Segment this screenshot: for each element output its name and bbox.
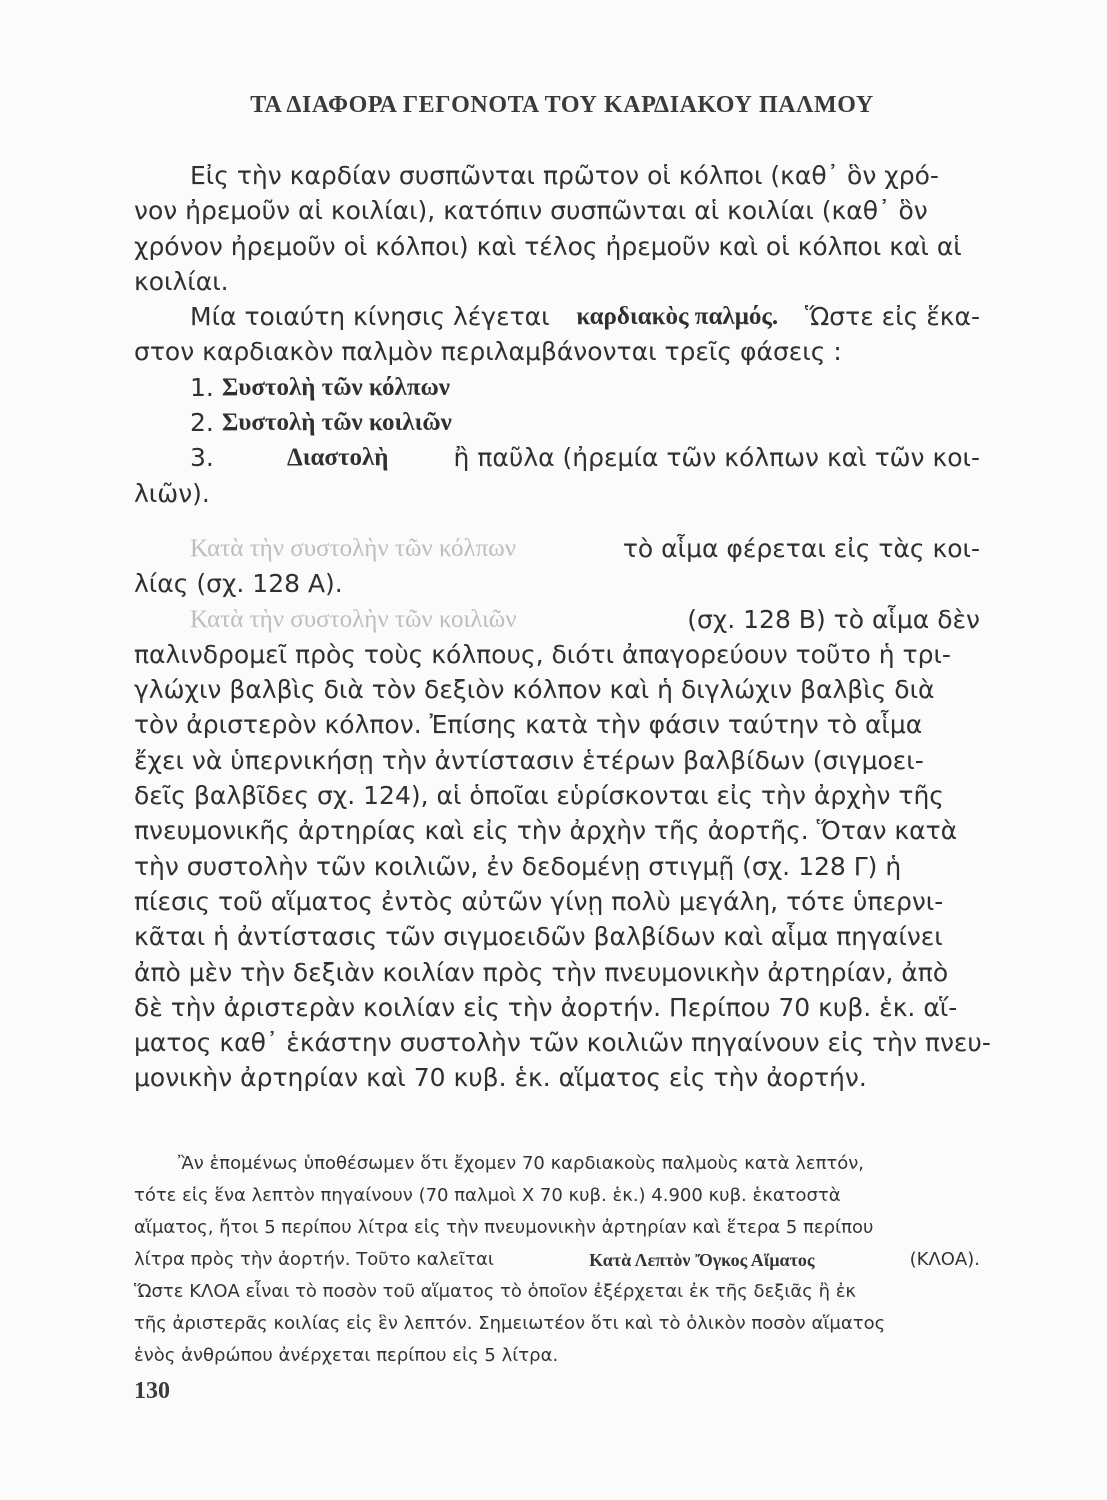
- text-line: δεῖς βαλβῖδες σχ. 124), αἱ ὁποῖαι εὑρίσκονται εἰς τὴν ἀρχὴν τῆς: [134, 781, 944, 811]
- text-line: νον ἠρεμοῦν αἱ κοιλίαι), κατόπιν συσπῶνται αἱ κοιλίαι (καθ᾿ ὃν: [134, 196, 928, 226]
- term-cardiac-pulse: καρδιακὸς παλμός.: [576, 303, 779, 331]
- text-line: ματος καθ᾿ ἑκάστην συστολὴν τῶν κοιλιῶν πηγαίνουν εἰς τὴν πνευ-: [134, 1028, 991, 1058]
- text-line: κᾶται ἡ ἀντίστασις τῶν σιγμοειδῶν βαλβίδων καὶ αἷμα πηγαίνει: [134, 922, 943, 952]
- footnote-line: τότε εἰς ἕνα λεπτὸν πηγαίνουν (70 παλμοὶ Χ 70 κυβ. ἑκ.) 4.900 κυβ. ἑκατοστὰ: [134, 1185, 841, 1206]
- text-line: πνευμονικῆς ἀρτηρίας καὶ εἰς τὴν ἀρχὴν τῆς ἀορτῆς. Ὅταν κατὰ: [134, 816, 958, 846]
- text-line: τὴν συστολὴν τῶν κοιλιῶν, ἐν δεδομένῃ στιγμῇ (σχ. 128 Γ) ἡ: [134, 851, 902, 881]
- text-line: κοιλίαι.: [134, 266, 229, 296]
- footnote-line: Ὥστε ΚΛΟΑ εἶναι τὸ ποσὸν τοῦ αἵματος τὸ ὁποῖον ἐξέρχεται ἐκ τῆς δεξιᾶς ἢ ἐκ: [134, 1281, 857, 1302]
- text-line: μονικὴν ἀρτηρίαν καὶ 70 κυβ. ἑκ. αἵματος εἰς τὴν ἀορτήν.: [134, 1063, 867, 1093]
- text-line: γλώχιν βαλβὶς διὰ τὸν δεξιὸν κόλπον καὶ ἡ διγλώχιν βαλβὶς διὰ: [134, 675, 935, 705]
- text-line: Κατὰ τὴν συστολὴν τῶν κοιλιῶν (σχ. 128 Β) τὸ αἷμα δὲν: [134, 602, 980, 637]
- text-line: χρόνον ἠρεμοῦν οἱ κόλποι) καὶ τέλος ἠρεμοῦν καὶ οἱ κόλποι καὶ αἱ: [134, 231, 962, 261]
- footnote-line: Ἂν ἑπομένως ὑποθέσωμεν ὅτι ἔχομεν 70 καρδιακοὺς παλμοὺς κατὰ λεπτόν,: [178, 1153, 865, 1174]
- text-line: λίας (σχ. 128 Α).: [134, 569, 343, 599]
- page-number: 130: [134, 1378, 170, 1404]
- text-line: Εἰς τὴν καρδίαν συσπῶνται πρῶτον οἱ κόλποι (καθ᾿ ὃν χρό-: [190, 161, 939, 190]
- footnote: [134, 1148, 980, 1372]
- footnote-line: αἵματος, ἤτοι 5 περίπου λίτρα εἰς τὴν πνευμονικὴν ἀρτηρίαν καὶ ἕτερα 5 περίπου: [134, 1217, 874, 1238]
- text-line: ἔχει νὰ ὑπερνικήσῃ τὴν ἀντίστασιν ἑτέρων βαλβίδων (σιγμοει-: [134, 745, 924, 775]
- chapter-heading: ΤΑ ΔΙΑΦΟΡΑ ΓΕΓΟΝΟΤΑ ΤΟΥ ΚΑΡΔΙΑΚΟΥ ΠΑΛΜΟΥ: [250, 92, 874, 118]
- footnote-line: τῆς ἀριστερᾶς κοιλίας εἰς ἓν λεπτόν. Σημειωτέον ὅτι καὶ τὸ ὁλικὸν ποσὸν αἵματος: [134, 1313, 886, 1334]
- list-item: 2. Συστολὴ τῶν κοιλιῶν: [190, 408, 452, 438]
- list-item: 1. Συστολὴ τῶν κόλπων: [190, 372, 450, 402]
- text-line: πίεσις τοῦ αἵματος ἐντὸς αὐτῶν γίνῃ πολὺ μεγάλη, τότε ὑπερνι-: [134, 886, 944, 916]
- text-line: ἀπὸ μὲν τὴν δεξιὰν κοιλίαν πρὸς τὴν πνευμονικὴν ἀρτηρίαν, ἀπὸ: [134, 957, 949, 987]
- faded-heading: Κατὰ τὴν συστολὴν τῶν κοιλιῶν: [190, 605, 517, 633]
- text-line: παλινδρομεῖ πρὸς τοὺς κόλπους, διότι ἀπαγορεύουν τοῦτο ἡ τρι-: [134, 639, 951, 669]
- list-item: 3. Διαστολὴ ἢ παῦλα (ἠρεμία τῶν κόλπων καὶ τῶν κοι-: [190, 443, 980, 473]
- footnote-line: λίτρα πρὸς τὴν ἀορτήν. Τοῦτο καλεῖται Κατὰ Λεπτὸν Ὄγκος Αἵματος (ΚΛΟΑ).: [134, 1244, 980, 1276]
- faded-heading: Κατὰ τὴν συστολὴν τῶν κόλπων: [190, 534, 517, 562]
- main-text: [134, 158, 991, 1096]
- text-line: στον καρδιακὸν παλμὸν περιλαμβάνονται τρεῖς φάσεις :: [134, 337, 842, 367]
- text-line: Μία τοιαύτη κίνησις λέγεται καρδιακὸς παλμός. Ὥστε εἰς ἕκα-: [134, 299, 980, 334]
- footnote-line: ἑνὸς ἀνθρώπου ἀνέρχεται περίπου εἰς 5 λίτρα.: [134, 1345, 559, 1366]
- text-line: λιῶν).: [134, 478, 210, 508]
- text-line: δὲ τὴν ἀριστερὰν κοιλίαν εἰς τὴν ἀορτήν. Περίπου 70 κυβ. ἑκ. αἵ-: [134, 992, 958, 1022]
- text-line: Κατὰ τὴν συστολὴν τῶν κόλπων τὸ αἷμα φέρεται εἰς τὰς κοι-: [134, 531, 980, 566]
- text-line: τὸν ἀριστερὸν κόλπον. Ἐπίσης κατὰ τὴν φάσιν ταύτην τὸ αἷμα: [134, 710, 923, 740]
- term-klоa: Κατὰ Λεπτὸν Ὄγκος Αἵματος: [589, 1250, 815, 1270]
